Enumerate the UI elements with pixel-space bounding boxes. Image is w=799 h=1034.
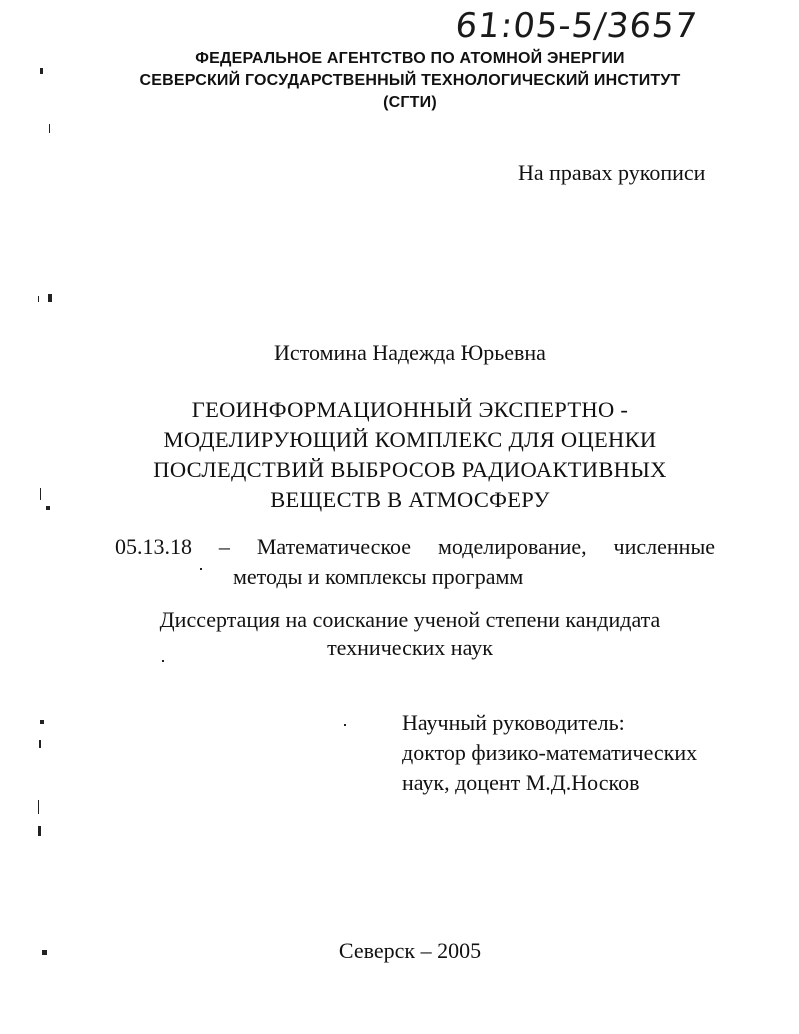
scan-speck [38,296,39,302]
degree-statement-line: Диссертация на соискание ученой степени кандидата [159,607,661,632]
scan-speck [40,488,41,500]
specialty-word: моделирование, [437,534,587,559]
thesis-title [100,395,720,515]
scan-speck [162,660,164,662]
author-name: Истомина Надежда Юрьевна [274,340,546,365]
city-year: Северск – 2005 [338,938,482,963]
specialty-word: численные [613,534,715,559]
specialty-line-2: методы и комплексы программ [233,564,524,589]
institution-name: СЕВЕРСКИЙ ГОСУДАРСТВЕННЫЙ ТЕХНОЛОГИЧЕСКИЙ ИНСТИТУТ [139,72,681,89]
scan-speck [38,826,41,836]
scan-speck [49,124,50,133]
thesis-title-line: ПОСЛЕДСТВИЙ ВЫБРОСОВ РАДИОАКТИВНЫХ [153,457,667,482]
scan-speck [38,800,39,814]
thesis-title-line: МОДЕЛИРУЮЩИЙ КОМПЛЕКС ДЛЯ ОЦЕНКИ [163,427,657,452]
institution-agency: ФЕДЕРАЛЬНОЕ АГЕНТСТВО ПО АТОМНОЙ ЭНЕРГИИ [195,50,625,67]
scan-speck [344,724,346,726]
scan-speck [46,506,50,510]
degree-statement [100,606,720,662]
specialty-code: 05.13.18 [115,534,192,559]
supervisor-name: наук, доцент М.Д.Носков [402,770,640,795]
handwritten-archive-code: 61:05-5/3657 [453,6,700,46]
thesis-title-line: ГЕОИНФОРМАЦИОННЫЙ ЭКСПЕРТНО - [191,397,629,422]
scan-speck [42,950,47,955]
degree-statement-line: технических наук [327,635,493,660]
rights-note: На правах рукописи [518,160,706,185]
specialty [115,532,715,592]
scan-speck [48,294,52,302]
supervisor-heading: Научный руководитель: [402,710,625,735]
institution-abbreviation: (СГТИ) [383,94,437,111]
specialty-word: Математическое [256,534,412,559]
supervisor-block [402,708,697,798]
supervisor-degree: доктор физико-математических [402,740,698,765]
scan-speck [39,740,41,748]
scan-speck [40,68,43,74]
scan-speck [200,568,202,570]
thesis-title-line: ВЕЩЕСТВ В АТМОСФЕРУ [270,487,550,512]
scan-speck [40,720,44,724]
specialty-dash: – [218,534,230,559]
